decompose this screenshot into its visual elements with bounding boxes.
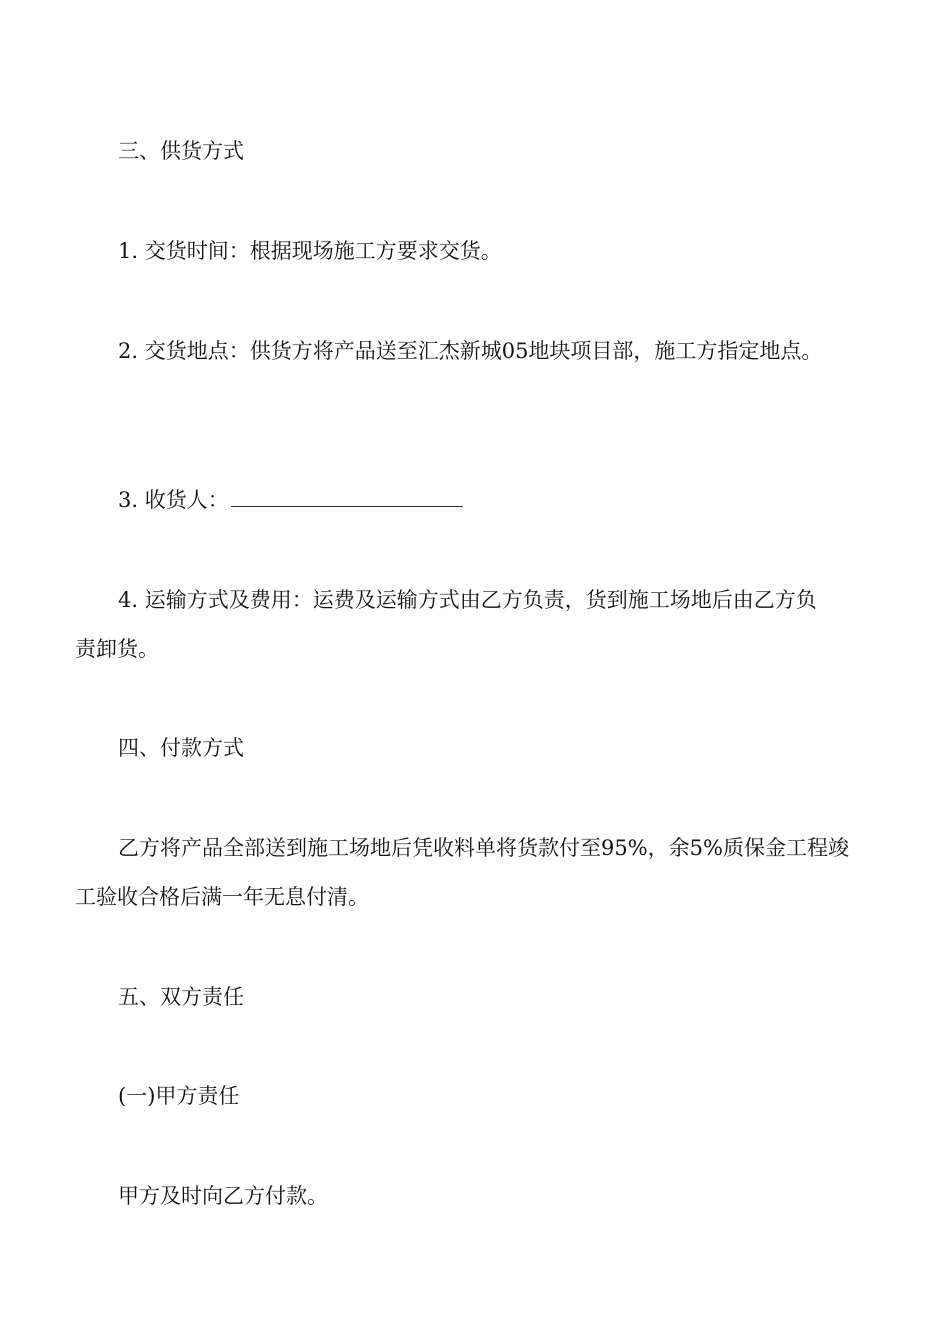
section-4-heading: 四、付款方式 [118,736,244,760]
party-a-heading: (一)甲方责任 [118,1084,240,1108]
delivery-location-item: 2. 交货地点：供货方将产品送至汇杰新城05地块项目部，施工方指定地点。 [118,339,823,363]
party-a-paragraph: 甲方及时向乙方付款。 [118,1184,328,1208]
payment-paragraph-line-2: 工验收合格后满一年无息付清。 [75,885,369,909]
delivery-time-item: 1. 交货时间：根据现场施工方要求交货。 [118,239,502,263]
section-3-heading: 三、供货方式 [118,139,244,163]
transport-item-line-2: 责卸货。 [75,637,159,661]
receiver-item [118,485,463,515]
section-5-heading: 五、双方责任 [118,985,244,1009]
payment-paragraph-line-1: 乙方将产品全部送到施工场地后凭收料单将货款付至95%，余5%质保金工程竣 [118,836,849,860]
receiver-blank-line [231,488,463,507]
receiver-label: 3. 收货人： [118,488,229,512]
transport-item-line-1: 4. 运输方式及费用：运费及运输方式由乙方负责，货到施工场地后由乙方负 [118,588,817,612]
